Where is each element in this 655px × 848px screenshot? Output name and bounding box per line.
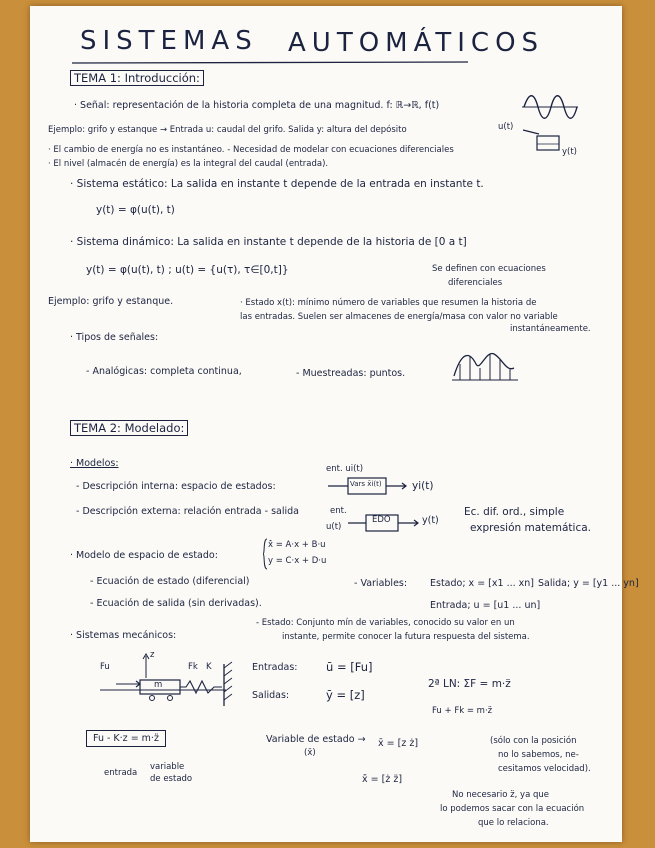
- boxed-equation: Fu - K·z = m·z̈: [86, 730, 166, 747]
- tema1-line: instantáneamente.: [510, 324, 591, 334]
- annot-estado: de estado: [150, 774, 193, 784]
- tema2-line: - Ecuación de salida (sin derivadas).: [90, 598, 262, 609]
- tema2-line: expresión matemática.: [470, 522, 591, 534]
- block2-output: y(t): [422, 515, 439, 526]
- tema2-line: que lo relaciona.: [478, 818, 549, 828]
- tema1-line: Ejemplo: grifo y estanque.: [48, 296, 174, 307]
- tema1-line: diferenciales: [448, 278, 503, 288]
- tema2-line: · Sistemas mecánicos:: [70, 630, 177, 641]
- tema2-line: - Estado: Conjunto mín de variables, conocido su valor en un: [256, 618, 515, 628]
- block1-output: yi(t): [412, 480, 434, 492]
- estado-vector: Estado; x = [x1 ... xn]: [430, 578, 535, 589]
- tema2-line: (sólo con la posición: [490, 736, 577, 746]
- tema1-line: - Muestreadas: puntos.: [296, 368, 406, 379]
- tema1-line: · El nivel (almacén de energía) es la integral del caudal (entrada).: [48, 159, 329, 169]
- tema2-line: - Ecuación de estado (diferencial): [90, 576, 250, 587]
- tema1-line: Ejemplo: grifo y estanque → Entrada u: caudal del grifo. Salida y: altura del depósito: [48, 125, 407, 135]
- tema2-line: - Descripción interna: espacio de estados:: [76, 481, 276, 492]
- tema2-line: Salidas:: [252, 690, 290, 701]
- tema1-line: · Sistema dinámico: La salida en instante t depende de la historia de [0 a t]: [70, 236, 467, 248]
- block2-input: u(t): [326, 522, 342, 532]
- tema1-line: las entradas. Suelen ser almacenes de energía/masa con valor no variable: [240, 312, 558, 322]
- tema1-line: · El cambio de energía no es instantáneo. - Necesidad de modelar con ecuaciones diferenciales: [48, 145, 454, 155]
- ss-eq1: x̄̇ = A·x + B·u: [268, 540, 326, 550]
- block2-top-label: ent.: [330, 506, 347, 516]
- tema1-line: · Señal: representación de la historia completa de una magnitud. f: ℝ→ℝ, f(t): [74, 100, 440, 111]
- signal-label: y(t): [562, 147, 577, 157]
- ss-eq2: y = C·x + D·u: [268, 556, 327, 566]
- tema2-line: - Descripción externa: relación entrada - salida: [76, 506, 299, 517]
- tema2-line: Variable de estado →: [266, 734, 366, 745]
- label-Fu: Fu: [100, 662, 110, 672]
- label-m: m: [154, 680, 163, 690]
- notebook-page: [30, 6, 639, 842]
- tema2-line: lo podemos sacar con la ecuación: [440, 804, 585, 814]
- title-underline: [70, 60, 470, 66]
- tema2-header: TEMA 2: Modelado:: [70, 420, 188, 436]
- tema1-line: Se definen con ecuaciones: [432, 264, 546, 274]
- annot-entrada: entrada: [104, 768, 138, 778]
- label-K: K: [206, 662, 212, 672]
- block1-inside: Vars x̄i(t): [350, 480, 382, 488]
- brace-icon: [262, 538, 268, 570]
- block1-top-label: ent. ui(t): [326, 464, 364, 474]
- title-right: AUTOMÁTICOS: [288, 28, 545, 58]
- tema2-line: Entrada; u = [u1 ... un]: [430, 600, 541, 611]
- sampled-signal-icon: [450, 346, 520, 384]
- tema2-line: No necesario z̈, ya que: [452, 790, 549, 800]
- signal-label: u(t): [498, 122, 514, 132]
- xvec2: x̄̇ = [ż z̈]: [362, 774, 403, 785]
- mass-spring-diagram: [96, 650, 246, 712]
- tema1-header: TEMA 1: Introducción:: [70, 70, 204, 86]
- title-left: SISTEMAS: [80, 26, 258, 56]
- tema2-line: Ec. dif. ord., simple: [464, 506, 565, 518]
- tema2-line: - Variables:: [354, 578, 408, 589]
- tema2-line: · Modelo de espacio de estado:: [70, 550, 218, 561]
- tema2-line: instante, permite conocer la futura respuesta del sistema.: [282, 632, 530, 642]
- salida-vector: Salida; y = [y1 ... yn]: [538, 578, 639, 589]
- tema1-line: · Sistema estático: La salida en instante t depende de la entrada en instante t.: [70, 178, 484, 190]
- tema1-line: - Analógicas: completa continua,: [86, 366, 242, 377]
- annot-variable: variable: [150, 762, 185, 772]
- entradas-eq: ū = [Fu]: [326, 660, 373, 674]
- tema2-line: no lo sabemos, ne-: [498, 750, 579, 760]
- tema1-line: y(t) = φ(u(t), t) ; u(t) = {u(τ), τ∈[0,t]}: [86, 264, 289, 276]
- tema2-line: Fu + Fk = m·z̈: [432, 706, 493, 716]
- label-z: z: [150, 650, 155, 660]
- xvec1: x̄ = [z ż]: [378, 738, 419, 749]
- tema2-line: · Modelos:: [70, 458, 119, 469]
- tema1-line: · Tipos de señales:: [70, 332, 159, 343]
- tema1-line: y(t) = φ(u(t), t): [96, 204, 175, 216]
- block2-inside: EDO: [372, 515, 391, 525]
- tema2-line: (x̄): [304, 748, 316, 758]
- tema2-line: cesitamos velocidad).: [498, 764, 591, 774]
- sine-wave-icon: [520, 92, 580, 122]
- tema1-line: · Estado x(t): mínimo número de variables que resumen la historia de: [240, 298, 537, 308]
- tema2-line: 2ª LN: ΣF = m·z̈: [428, 678, 511, 690]
- salidas-eq: ȳ = [z]: [326, 688, 365, 702]
- tema2-line: Entradas:: [252, 662, 298, 673]
- label-Fk: Fk: [188, 662, 198, 672]
